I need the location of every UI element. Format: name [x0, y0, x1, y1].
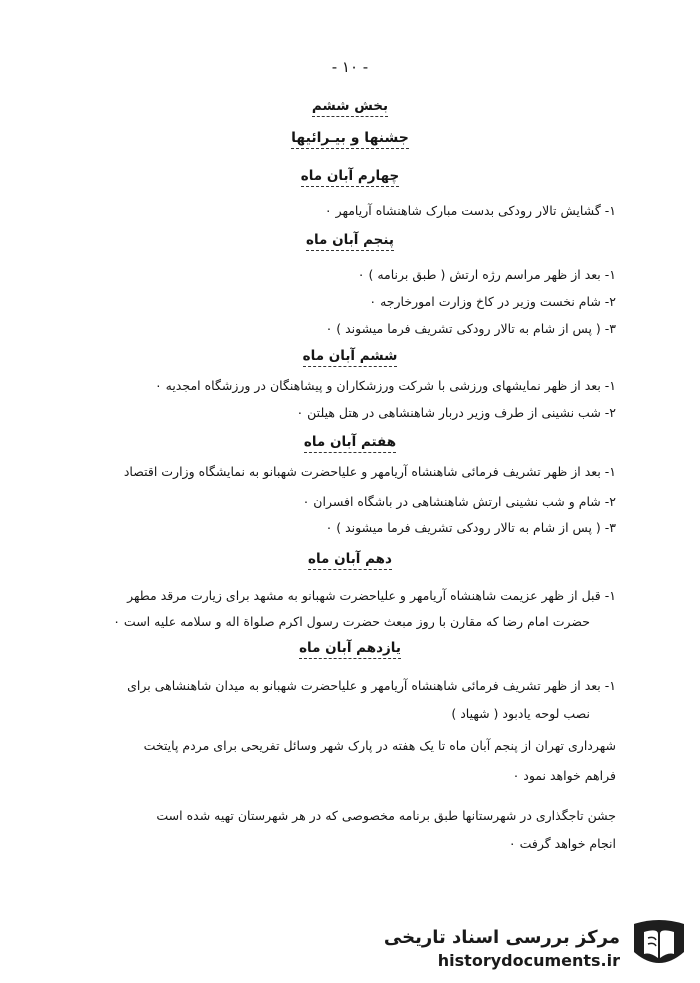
list-item: ۳- ( پس از شام به تالار رودکی تشریف فرما میشوند ) ۰ — [325, 520, 616, 535]
list-item-continuation: نصب لوحه یادبود ( شهیاد ) — [451, 706, 590, 721]
paragraph-line: فراهم خواهد نمود ۰ — [512, 768, 616, 783]
list-item: ۱- بعد از ظهر نمایشهای ورزشی با شرکت ورزشکاران و پیشاهنگان در ورزشگاه امجدیه ۰ — [154, 378, 616, 393]
main-title: جشنها و بیـرائیها — [200, 130, 500, 146]
section-title: بخش ششم — [250, 98, 450, 114]
day-heading: چهارم آبان ماه — [240, 168, 460, 184]
day-heading: پنجم آبان ماه — [250, 232, 450, 248]
book-shield-logo-icon — [628, 918, 690, 974]
day-heading: یازدهم آبان ماه — [245, 640, 455, 656]
list-item: ۱- بعد از ظهر تشریف فرمائی شاهنشاه آریامهر و علیاحضرت شهبانو به میدان شاهنشاهی برای — [127, 678, 616, 693]
watermark-text-fa: مرکز بررسی اسناد تاریخی — [383, 927, 620, 948]
list-item: ۳- ( پس از شام به تالار رودکی تشریف فرما میشوند ) ۰ — [325, 321, 616, 336]
list-item: ۲- شب نشینی از طرف وزیر دربار شاهنشاهی در هتل هیلتن ۰ — [296, 405, 616, 420]
day-heading: دهم آبان ماه — [255, 551, 445, 567]
list-item: ۱- قبل از ظهر عزیمت شاهنشاه آریامهر و علیاحضرت شهبانو به مشهد برای زیارت مرقد مطهر — [127, 588, 616, 603]
list-item: ۱- بعد از ظهر مراسم رژه ارتش ( طبق برنامه ) ۰ — [357, 267, 616, 282]
paragraph-line: انجام خواهد گرفت ۰ — [508, 836, 616, 851]
paragraph-line: شهرداری تهران از پنجم آبان ماه تا یک هفته در پارک شهر وسائل تفریحی برای مردم پایتخت — [143, 738, 616, 753]
watermark-text-en: historydocuments.ir — [437, 951, 620, 970]
list-item-continuation: حضرت امام رضا که مقارن با روز مبعث حضرت رسول اکرم صلواة اله و سلامه علیه است ۰ — [113, 614, 590, 629]
list-item: ۱- گشایش تالار رودکی بدست مبارک شاهنشاه آریامهر ۰ — [324, 203, 616, 218]
list-item: ۲- شام نخست وزیر در کاخ وزارت امورخارجه ۰ — [369, 294, 616, 309]
day-heading: ششم آبان ماه — [260, 348, 440, 364]
paragraph-line: جشن تاجگذاری در شهرستانها طبق برنامه مخصوصی که در هر شهرستان تهیه شده است — [156, 808, 616, 823]
list-item: ۲- شام و شب نشینی ارتش شاهنشاهی در باشگاه افسران ۰ — [302, 494, 616, 509]
list-item: ۱- بعد از ظهر تشریف فرمائی شاهنشاه آریامهر و علیاحضرت شهبانو به نمایشگاه وزارت اقتصاد — [123, 464, 616, 479]
page-number: - ۱۰ - — [331, 58, 369, 76]
day-heading: هفتم آبان ماه — [260, 434, 440, 450]
